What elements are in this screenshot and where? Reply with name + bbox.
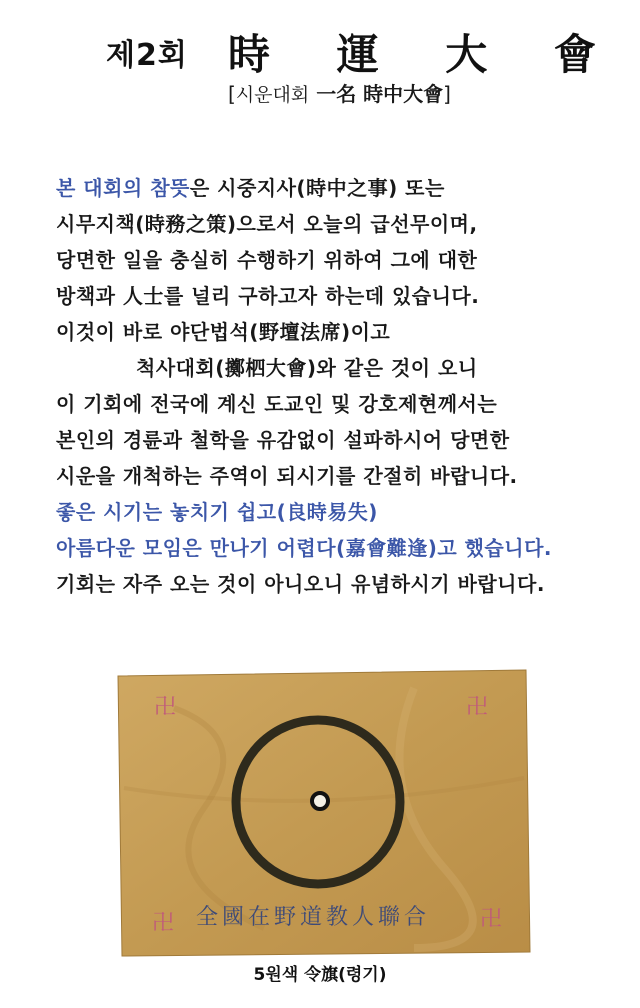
- subtitle: [228, 78, 451, 107]
- body-line-1-rest: 은 시중지사(時中之事) 또는: [189, 176, 445, 200]
- subtitle-alt-name: 一名 時中大會: [316, 82, 444, 106]
- corner-mark-bottom-left: 卍: [152, 911, 175, 936]
- body-line-3: 당면한 일을 충실히 수행하기 위하여 그에 대한: [56, 248, 478, 272]
- announcement-body: [56, 170, 616, 602]
- body-line-6: 척사대회(擲柶大會)와 같은 것이 오니: [136, 356, 478, 380]
- subtitle-open-bracket: [: [228, 82, 236, 106]
- subtitle-korean: 시운대회: [235, 84, 310, 106]
- flag-center-dot: [312, 793, 328, 809]
- body-line-9: 시운을 개척하는 주역이 되시기를 간절히 바랍니다.: [56, 464, 518, 488]
- flag-image: [114, 668, 534, 958]
- body-line-7: 이 기회에 전국에 계신 도교인 및 강호제현께서는: [56, 392, 498, 416]
- flag-photo: [114, 668, 534, 958]
- body-line-12: 기회는 자주 오는 것이 아니오니 유념하시기 바랍니다.: [56, 572, 545, 596]
- corner-mark-top-left: 卍: [154, 695, 177, 720]
- body-line-8: 본인의 경륜과 철학을 유감없이 설파하시어 당면한: [56, 428, 510, 452]
- body-line-2: 시무지책(時務之策)으로서 오늘의 급선무이며,: [56, 212, 478, 236]
- highlight-phrase: 본 대회의 참뜻: [56, 176, 190, 200]
- page-title: 時 運 大 會: [228, 30, 622, 79]
- body-line-5: 이것이 바로 야단법석(野壇法席)이고: [56, 320, 391, 344]
- body-line-11: 아름다운 모임은 만나기 어렵다(嘉會難逢)고 했습니다.: [56, 536, 552, 560]
- body-line-10: 좋은 시기는 놓치기 쉽고(良時易失): [56, 500, 378, 524]
- corner-mark-bottom-right: 卍: [480, 907, 503, 932]
- body-line-1: [56, 170, 616, 206]
- subtitle-close-bracket: ]: [443, 82, 451, 106]
- photo-caption: 5원색 令旗(령기): [253, 965, 387, 985]
- event-number: 제2회: [106, 38, 188, 73]
- flag-inscription: 全國在野道教人聯合: [196, 905, 431, 930]
- body-line-4: 방책과 人士를 널리 구하고자 하는데 있습니다.: [56, 284, 480, 308]
- header: [0, 22, 640, 79]
- corner-mark-top-right: 卍: [466, 695, 489, 720]
